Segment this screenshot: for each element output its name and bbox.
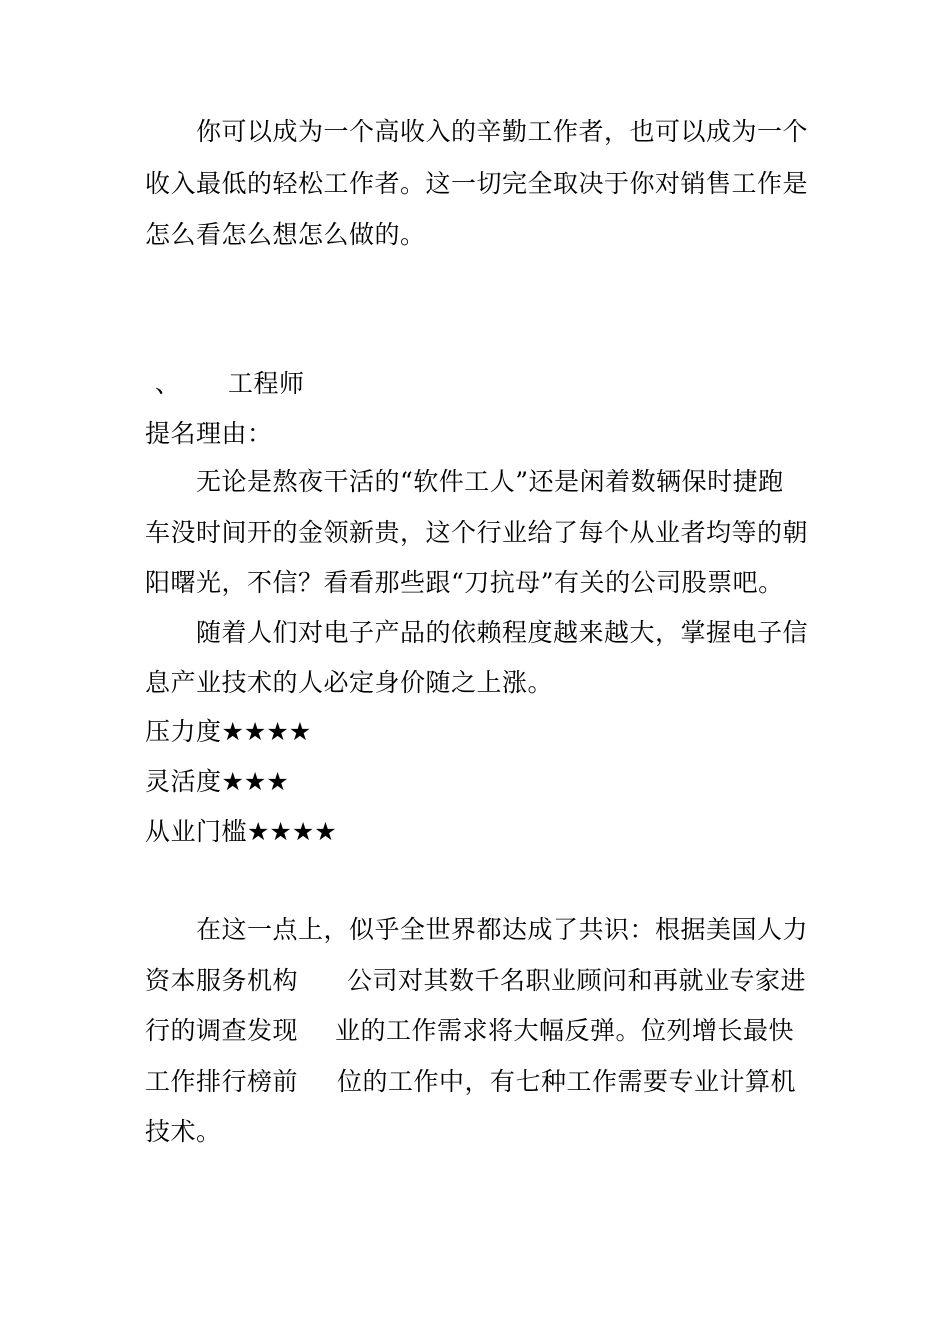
reason-label: 提名理由：	[145, 419, 273, 448]
paragraph-3-line-2	[145, 966, 298, 996]
paragraph-1-line-2: 车没时间开的金领新贵，这个行业给了每个从业者均等的朝	[145, 518, 809, 547]
rating-stars: ★★★	[221, 767, 289, 796]
rating-entry-barrier	[145, 817, 337, 847]
rating-label: 压力度	[145, 717, 222, 746]
paragraph-2-line-2: 息产业技术的人必定身价随之上涨。	[145, 668, 554, 697]
paragraph-3-line-4-part-b: 位的工作中，有七种工作需要专业计算机	[337, 1067, 797, 1096]
paragraph-3-line-5: 技术。	[145, 1117, 222, 1146]
paragraph-3-line-3-part-b: 业的工作需求将大幅反弹。位列增长最快	[335, 1016, 795, 1045]
rating-label: 灵活度	[145, 767, 222, 796]
paragraph-3-line-1: 在这一点上，似乎全世界都达成了共识：根据美国人力	[196, 915, 809, 944]
section-number-mark: 、	[155, 369, 181, 398]
rating-flexibility	[145, 767, 289, 797]
paragraph-1-line-1: 无论是熬夜干活的“软件工人”还是闲着数辆保时捷跑	[196, 467, 784, 496]
paragraph-1-line-3: 阳曙光，不信？看看那些跟“刀抗母”有关的公司股票吧。	[145, 568, 784, 597]
rating-label: 从业门槛	[145, 817, 248, 846]
rating-pressure	[145, 717, 311, 747]
intro-line-2: 收入最低的轻松工作者。这一切完全取决于你对销售工作是	[145, 169, 809, 198]
paragraph-2-line-1: 随着人们对电子产品的依赖程度越来越大，掌握电子信	[196, 618, 809, 647]
rating-stars: ★★★★	[221, 717, 312, 746]
paragraph-3-line-4-part-a: 工作排行榜前	[145, 1067, 299, 1096]
intro-line-1: 你可以成为一个高收入的辛勤工作者，也可以成为一个	[196, 117, 809, 146]
section-title: 工程师	[228, 369, 305, 398]
rating-stars: ★★★★	[247, 817, 337, 846]
intro-line-3: 怎么看怎么想怎么做的。	[145, 220, 426, 249]
paragraph-3-line-3-part-a: 行的调查发现	[145, 1016, 299, 1045]
paragraph-3-line-2-part-a: 资本服务机构	[145, 966, 299, 995]
paragraph-3-line-2-part-b: 公司对其数千名职业顾问和再就业专家进	[347, 966, 807, 995]
